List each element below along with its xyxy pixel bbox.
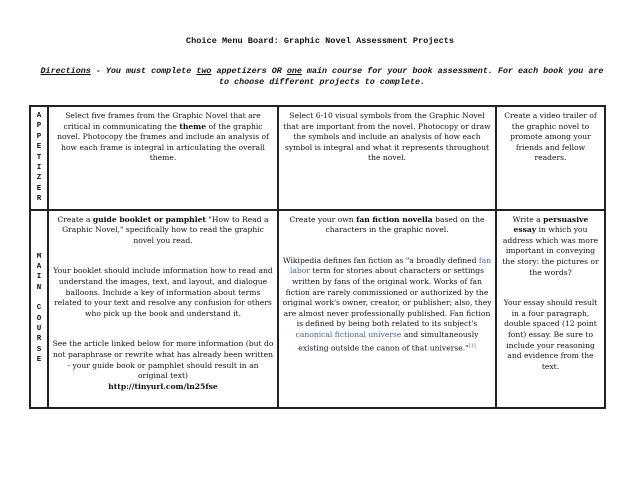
text: based on the characters in the graphic novel.: [325, 214, 485, 235]
label-letter: A: [36, 263, 42, 272]
text: Wikipedia defines fan fiction as "a broadly defined: [282, 255, 479, 265]
text: Create your own: [289, 214, 357, 224]
main-option-1: [48, 210, 278, 408]
text-bold: fan fiction novella: [356, 214, 433, 224]
label-letter: E: [36, 356, 42, 365]
text: See the article linked below for more information (but do not paraphrase or rewrite what has already been written - your guide book or pamphlet should result in an original text): [52, 339, 274, 381]
appetizer-row: [30, 106, 605, 210]
page-title: Choice Menu Board: Graphic Novel Assessment Projects: [185, 36, 455, 46]
fan-labor-link[interactable]: fan labor: [289, 255, 492, 276]
appetizer-option-1: [48, 106, 278, 210]
label-letter: N: [36, 283, 42, 292]
label-letter: I: [36, 273, 42, 282]
text: in which you address which was more important in conveying the story: the pictures or the words?: [502, 225, 599, 277]
text-bold: persuasive essay: [513, 214, 589, 235]
label-letter: M: [36, 252, 42, 261]
appetizer-option-3: Create a video trailer of the graphic novel to promote among your friends and fellow readers.: [496, 106, 605, 210]
directions: [34, 66, 610, 87]
text: and simultaneously existing outside the canon of that universe.": [298, 330, 479, 353]
label-letter: A: [36, 112, 42, 120]
menu-board-table: [29, 105, 606, 409]
text: term for stories about characters or settings written by fans of the original work. Works of fan fiction are rarely commissioned or authorized by the original work's owner, creator, or publisher; also, they are almost never professionally published. Fan fiction is defined by being both related to its subject's: [282, 266, 492, 329]
text: Your booklet should include information how to read and understand the images, text, and layout, and dialogue balloons. Include a key of information about terms related to your text and resolve any confusion for others who pick up the book and understand it.: [53, 266, 273, 318]
text-bold: guide booklet or pamphlet: [92, 214, 206, 224]
canonical-universe-link[interactable]: canonical fictional universe: [295, 330, 402, 339]
directions-label: Directions: [40, 66, 91, 76]
main-option-2: [278, 210, 496, 408]
directions-one: one: [286, 66, 302, 76]
appetizer-option-2: Select 6-10 visual symbols from the Graphic Novel that are important from the novel. Photocopy or draw the symbols and include an analysis of how each symbol is integral and what it represents throughout the novel.: [278, 106, 496, 210]
appetizer-label: [30, 106, 48, 210]
directions-text: appetizers OR: [211, 66, 287, 76]
main-course-row: [30, 210, 605, 408]
directions-two: two: [196, 66, 212, 76]
text: Select five frames from the Graphic Novel that are critical in communicating the: [63, 111, 261, 131]
label-letter: P: [36, 122, 42, 131]
directions-text: main course for your book assessment. For each book you are to choose different projects to complete.: [218, 66, 604, 87]
main-option-3: [496, 210, 605, 408]
directions-text: - You must complete: [90, 66, 197, 76]
label-letter: O: [36, 314, 42, 323]
label-letter: Z: [36, 174, 42, 183]
label-letter: U: [36, 325, 42, 334]
main-course-label: [30, 210, 48, 408]
text: of the graphic novel. Photocopy the frames and include an analysis of how each frame is integral in articulating the overall theme.: [57, 121, 269, 163]
label-letter: C: [36, 304, 42, 313]
text: Write a: [512, 214, 544, 224]
label-letter: T: [36, 153, 42, 162]
label-letter: I: [36, 164, 42, 173]
label-letter: P: [36, 132, 42, 141]
label-letter: E: [36, 184, 42, 193]
label-letter: R: [36, 195, 42, 204]
text: Create a: [57, 214, 93, 224]
label-letter: R: [36, 335, 42, 344]
text: "How to Read a Graphic Novel," specifically how to read the graphic novel you read.: [62, 214, 269, 245]
label-letter: S: [36, 345, 42, 354]
text-bold: theme: [179, 121, 207, 131]
reference-link[interactable]: [1]: [468, 342, 476, 349]
label-letter: E: [36, 143, 42, 152]
article-link[interactable]: http://tinyurl.com/ln25fse: [108, 381, 218, 391]
text: Your essay should result in a four paragraph, double spaced (12 point font) essay. Be sure to include your reasoning and evidence from the text.: [503, 298, 598, 371]
